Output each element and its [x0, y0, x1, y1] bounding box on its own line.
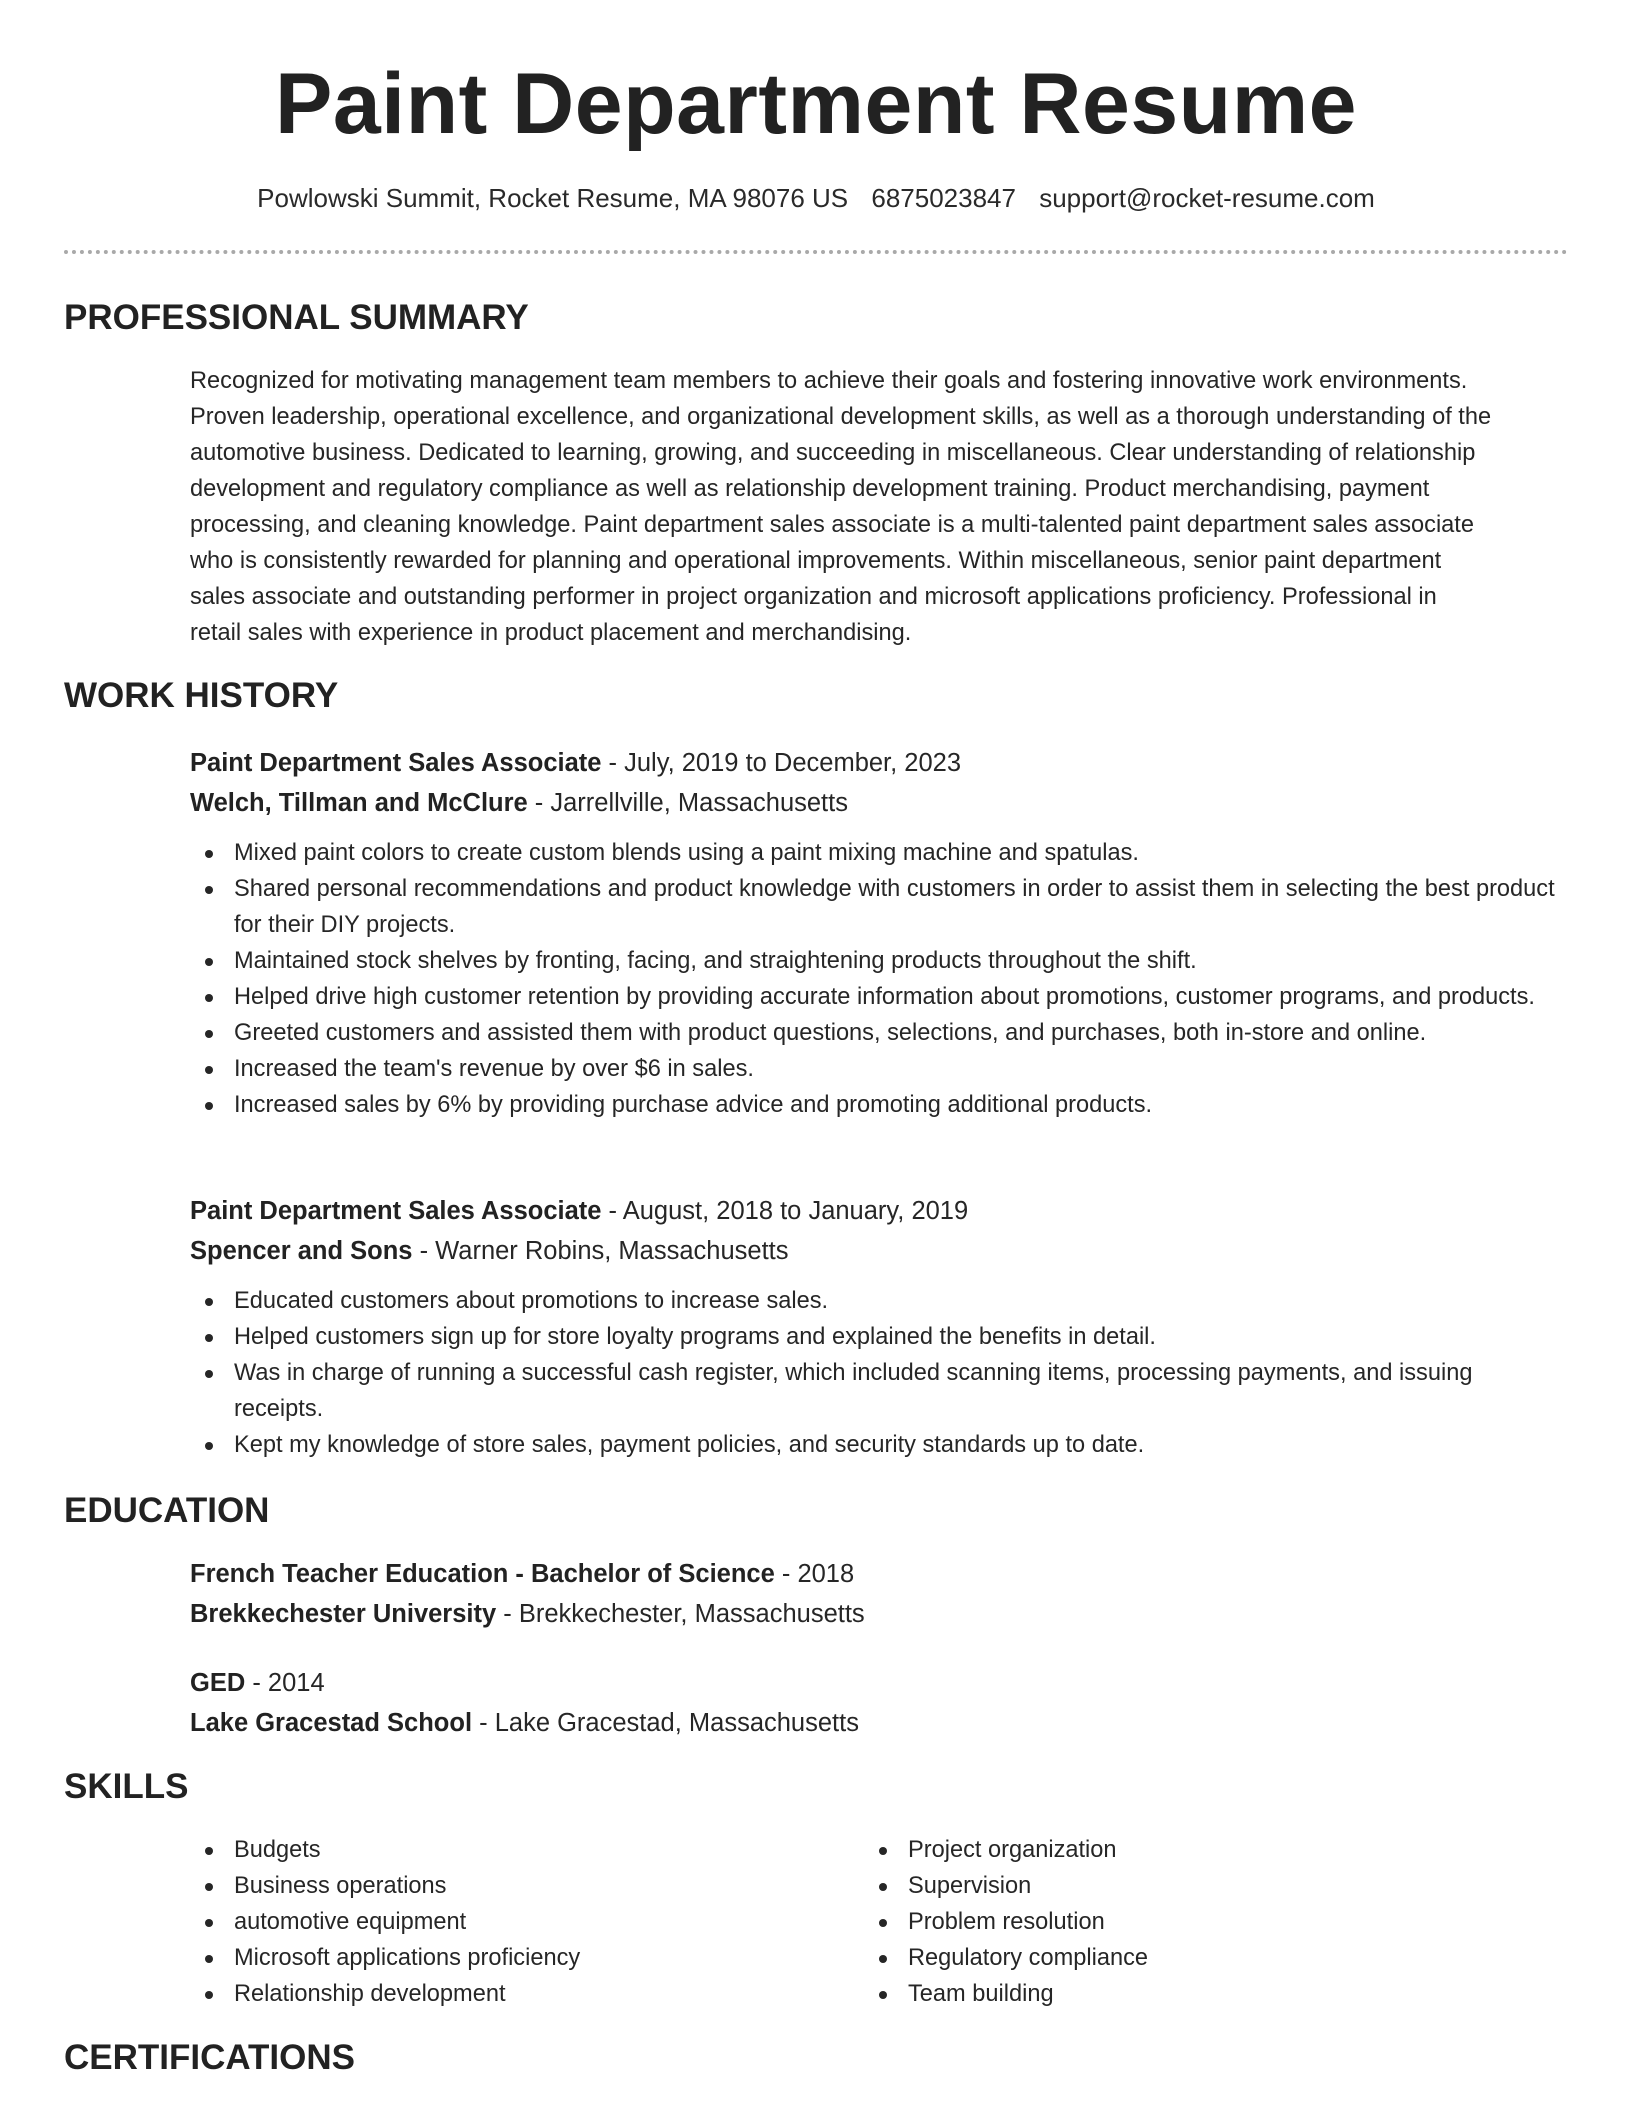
job-bullet: Increased the team's revenue by over $6 in sales. — [190, 1051, 1568, 1087]
job-bullet: Was in charge of running a successful cash register, which included scanning items, processing payments, and issuing receipts. — [190, 1355, 1568, 1427]
job-bullet: Maintained stock shelves by fronting, facing, and straightening products throughout the shift. — [190, 943, 1568, 979]
summary-line: Recognized for motivating management team members to achieve their goals and fostering innovative work environments. — [190, 368, 1468, 394]
job-entry — [190, 743, 1568, 1123]
job-title: Paint Department Sales Associate — [190, 1197, 602, 1225]
education-school-line — [190, 1703, 1568, 1743]
job-bullets — [190, 835, 1568, 1123]
skill-item: Project organization — [864, 1832, 1504, 1868]
section-title-certifications: CERTIFICATIONS — [64, 2038, 356, 2077]
header-divider — [64, 250, 1568, 254]
contact-email: support@rocket-resume.com — [1039, 183, 1375, 213]
job-bullets — [190, 1283, 1568, 1463]
skill-item: Relationship development — [190, 1976, 830, 2012]
job-bullet: Helped customers sign up for store loyalty programs and explained the benefits in detail. — [190, 1319, 1568, 1355]
education-school: Brekkechester University — [190, 1600, 497, 1628]
job-company: Welch, Tillman and McClure — [190, 789, 528, 817]
contact-phone: 6875023847 — [871, 183, 1016, 213]
skills-column-right — [864, 1832, 1504, 2012]
job-company-line — [190, 783, 1568, 823]
skill-item: Regulatory compliance — [864, 1940, 1504, 1976]
section-title-work-history: WORK HISTORY — [64, 676, 339, 715]
summary-line: who is consistently rewarded for planning and operational improvements. Within miscellaneous, senior paint department — [190, 548, 1442, 574]
job-bullet: Kept my knowledge of store sales, payment policies, and security standards up to date. — [190, 1427, 1568, 1463]
education-school-line — [190, 1594, 1568, 1634]
skills-column-left — [190, 1832, 830, 2012]
skill-item: Microsoft applications proficiency — [190, 1940, 830, 1976]
summary-line: processing, and cleaning knowledge. Paint department sales associate is a multi-talented paint department sales associate — [190, 512, 1474, 538]
job-entry — [190, 1191, 1568, 1463]
job-company: Spencer and Sons — [190, 1237, 413, 1265]
education-degree: French Teacher Education - Bachelor of Science — [190, 1560, 775, 1588]
education-entry — [190, 1663, 1568, 1743]
job-bullet: Mixed paint colors to create custom blends using a paint mixing machine and spatulas. — [190, 835, 1568, 871]
education-location: - Lake Gracestad, Massachusetts — [472, 1709, 859, 1737]
summary-line: Proven leadership, operational excellence, and organizational development skills, as well as a thorough understanding of the — [190, 404, 1492, 430]
summary-line: retail sales with experience in product placement and merchandising. — [190, 620, 912, 646]
section-title-education: EDUCATION — [64, 1491, 270, 1530]
education-school: Lake Gracestad School — [190, 1709, 473, 1737]
section-title-summary: PROFESSIONAL SUMMARY — [64, 298, 529, 337]
skill-item: Problem resolution — [864, 1904, 1504, 1940]
job-dates: - July, 2019 to December, 2023 — [601, 749, 962, 777]
contact-info — [64, 180, 1568, 216]
education-location: - Brekkechester, Massachusetts — [496, 1600, 865, 1628]
skill-item: Business operations — [190, 1868, 830, 1904]
education-entry — [190, 1554, 1568, 1634]
skill-item: Budgets — [190, 1832, 830, 1868]
summary-paragraph — [190, 363, 1568, 651]
contact-address: Powlowski Summit, Rocket Resume, MA 98076 US — [257, 183, 849, 213]
job-title-line — [190, 1191, 1568, 1231]
skill-item: automotive equipment — [190, 1904, 830, 1940]
education-year: - 2018 — [774, 1560, 855, 1588]
education-degree: GED — [190, 1669, 246, 1697]
job-bullet: Greeted customers and assisted them with product questions, selections, and purchases, both in-store and online. — [190, 1015, 1568, 1051]
job-bullet: Educated customers about promotions to increase sales. — [190, 1283, 1568, 1319]
resume-title: Paint Department Resume — [274, 56, 1357, 152]
section-title-skills: SKILLS — [64, 1767, 189, 1806]
summary-line: development and regulatory compliance as well as relationship development training. Product merchandising, payment — [190, 476, 1430, 502]
education-year: - 2014 — [245, 1669, 325, 1697]
job-title: Paint Department Sales Associate — [190, 749, 602, 777]
skill-item: Team building — [864, 1976, 1504, 2012]
job-bullet: Increased sales by 6% by providing purchase advice and promoting additional products. — [190, 1087, 1568, 1123]
job-dates: - August, 2018 to January, 2019 — [601, 1197, 969, 1225]
skill-item: Supervision — [864, 1868, 1504, 1904]
skills-list — [864, 1832, 1504, 2012]
job-location: - Warner Robins, Massachusetts — [412, 1237, 789, 1265]
job-company-line — [190, 1231, 1568, 1271]
job-title-line — [190, 743, 1568, 783]
job-location: - Jarrellville, Massachusetts — [527, 789, 848, 817]
summary-line: sales associate and outstanding performer in project organization and microsoft applications proficiency. Professional in — [190, 584, 1437, 610]
summary-line: automotive business. Dedicated to learning, growing, and succeeding in miscellaneous. Clear understanding of relationship — [190, 440, 1476, 466]
job-bullet: Shared personal recommendations and product knowledge with customers in order to assist them in selecting the best product for their DIY projects. — [190, 871, 1568, 943]
education-degree-line — [190, 1554, 1568, 1594]
education-degree-line — [190, 1663, 1568, 1703]
job-bullet: Helped drive high customer retention by providing accurate information about promotions, customer programs, and products. — [190, 979, 1568, 1015]
skills-list — [190, 1832, 830, 2012]
